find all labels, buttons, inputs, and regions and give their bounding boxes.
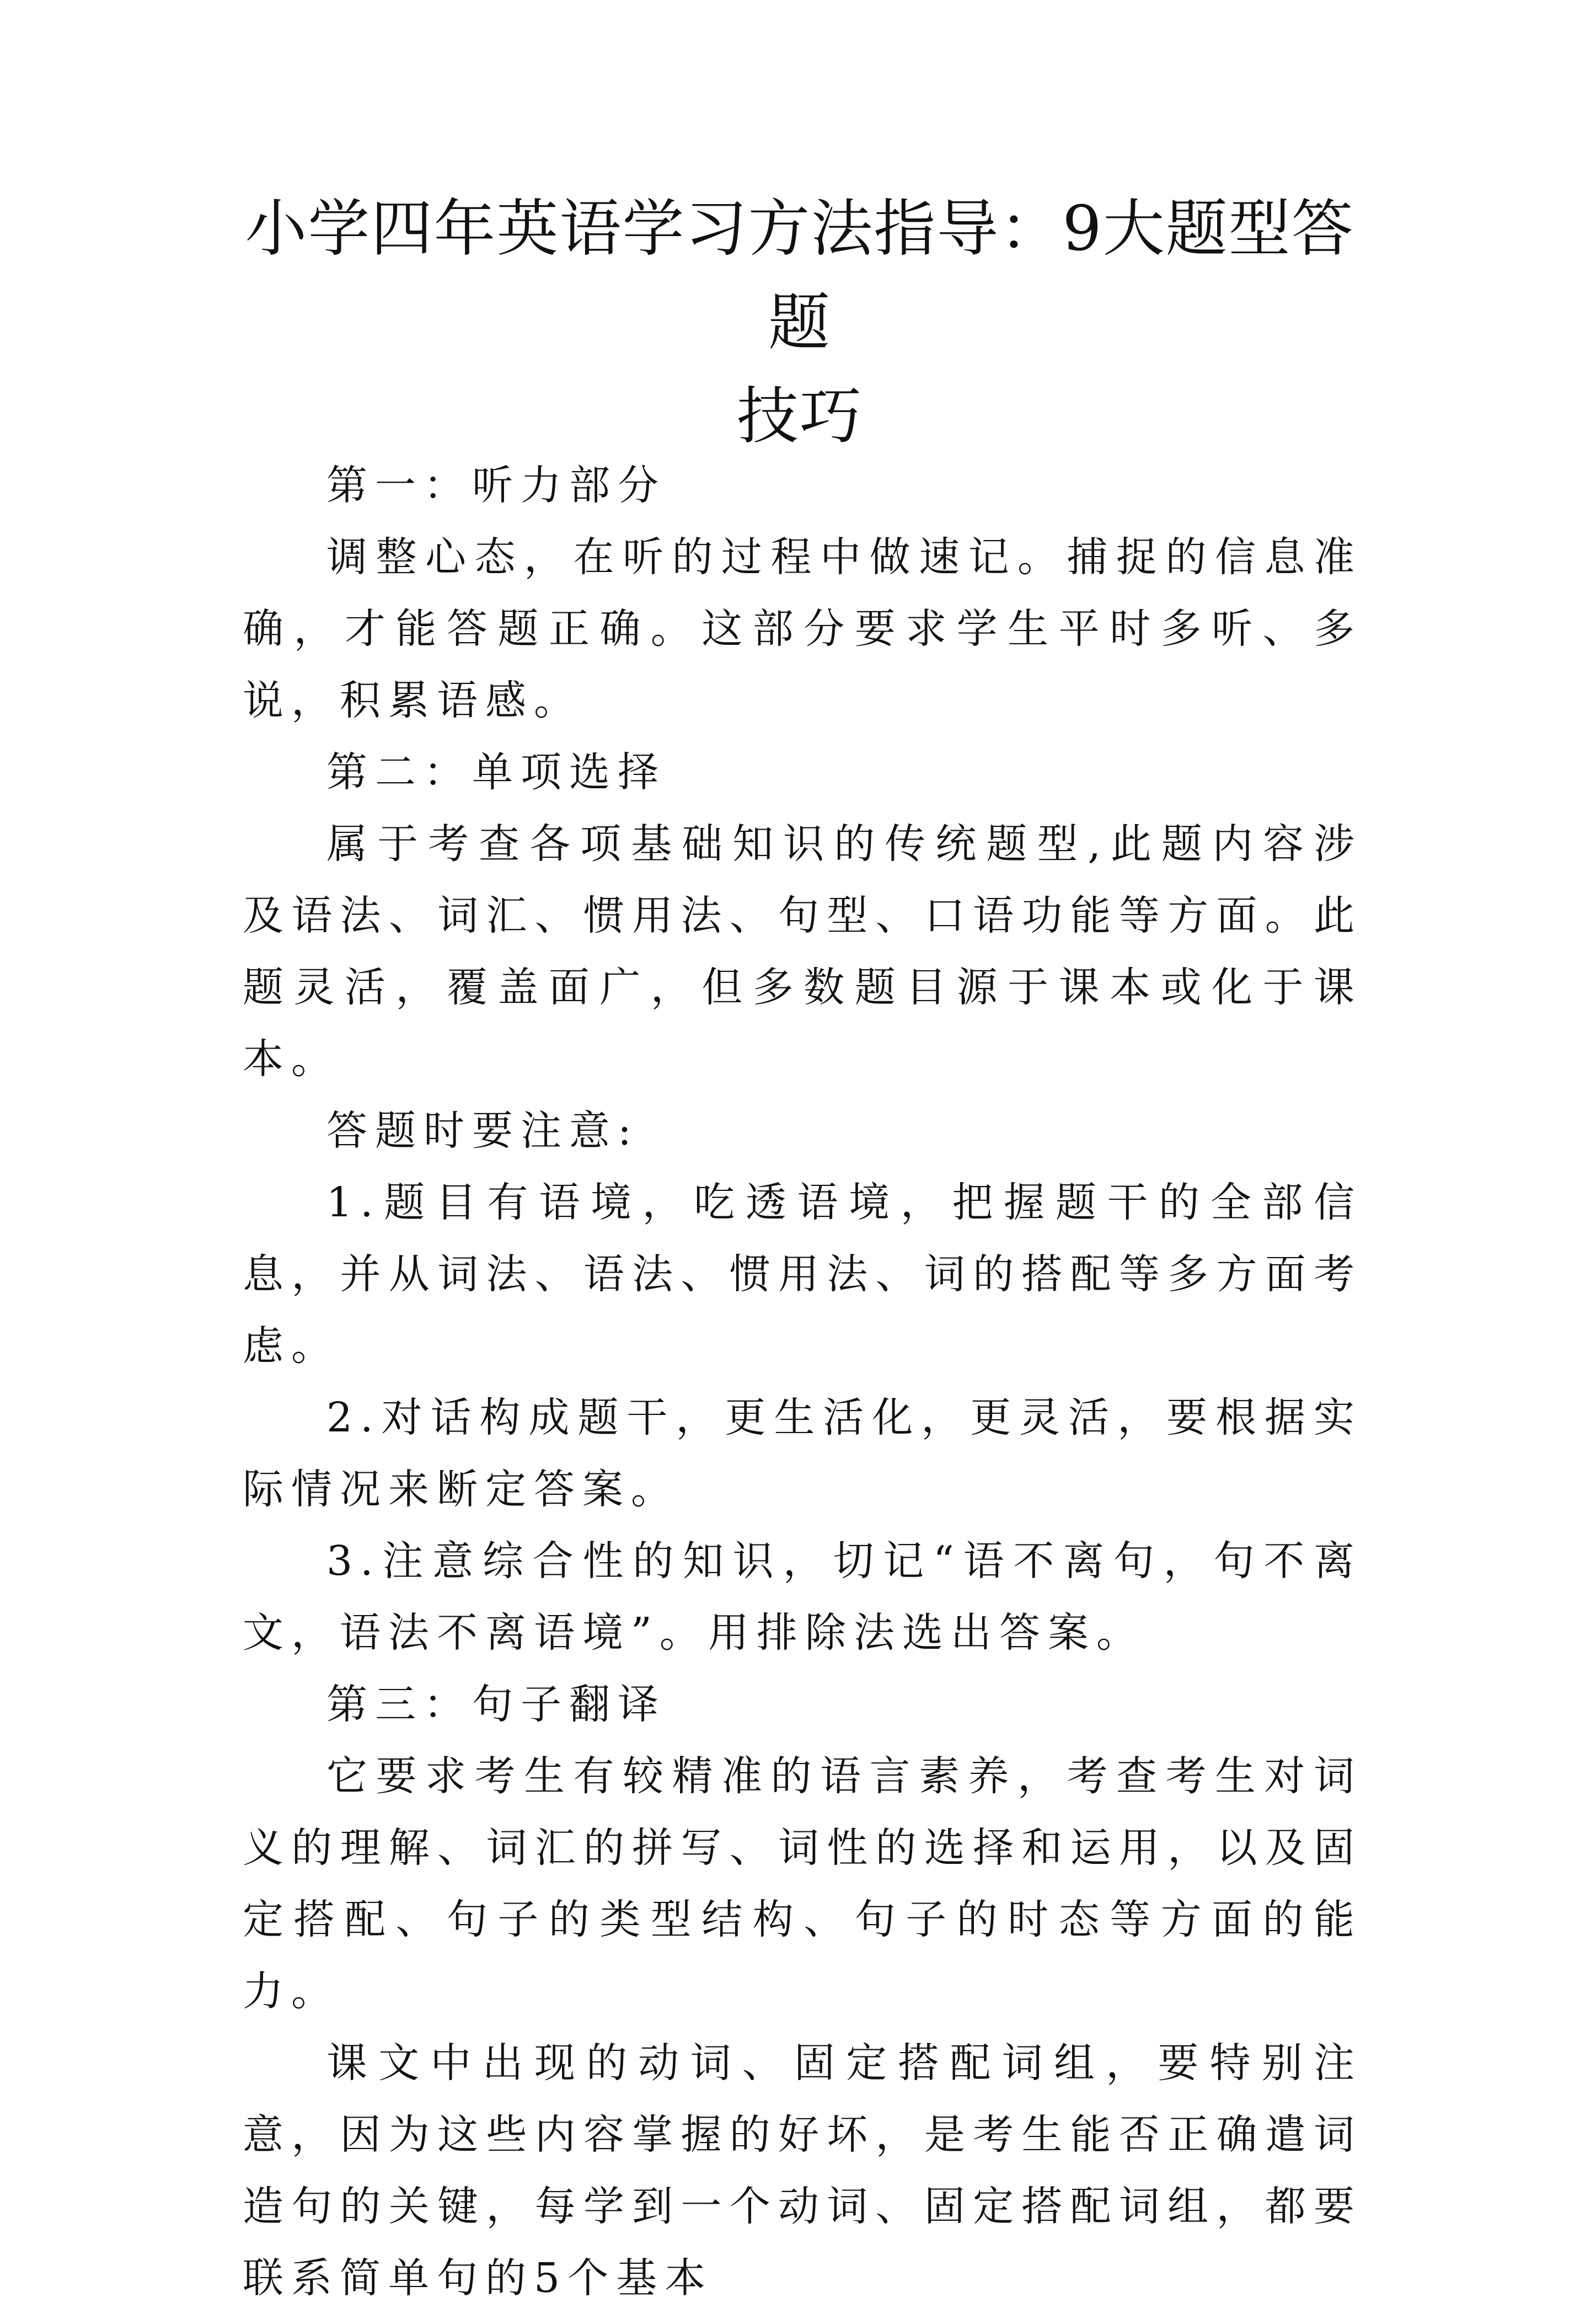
paragraph-single-choice: 属于考查各项基础知识的传统题型,此题内容涉及语法、词汇、惯用法、句型、口语功能等方面。此题灵活，覆盖面广，但多数题目源于课本或化于课本。 [243,820,1362,1083]
paragraph-verbs: 课文中出现的动词、固定搭配词组，要特别注意，因为这些内容掌握的好坏，是考生能否正确遣词造句的关键，每学到一个动词、固定搭配词组，都要联系简单句的5个基本 [243,2039,1362,2302]
paragraph-notes-heading: 答题时要注意: [326,1107,639,1155]
section-heading-listening: 第一：听力部分 [326,462,666,509]
paragraph-listening: 调整心态，在听的过程中做速记。捕捉的信息准确，才能答题正确。这部分要求学生平时多听、多说，积累语感。 [243,533,1362,724]
paragraph-translation: 它要求考生有较精准的语言素养，考查考生对词义的理解、词汇的拼写、词性的选择和运用，以及固定搭配、句子的类型结构、句子的时态等方面的能力。 [243,1752,1362,2015]
list-item-2: 2.对话构成题干，更生活化，更灵活，要根据实际情况来断定答案。 [243,1394,1362,1513]
document-body [243,450,1362,2314]
title-line-1: 小学四年英语学习方法指导：9大题型答题 [245,193,1354,359]
list-item-3: 3.注意综合性的知识，切记“语不离句，句不离文，语法不离语境”。用排除法选出答案。 [243,1537,1362,1656]
document-title [237,182,1362,463]
section-heading-single-choice: 第二：单项选择 [326,749,666,796]
list-item-1: 1.题目有语境，吃透语境，把握题干的全部信息，并从词法、语法、惯用法、词的搭配等多方面考虑。 [243,1179,1362,1370]
section-heading-translation: 第三：句子翻译 [326,1681,666,1728]
title-line-2: 技巧 [737,381,863,452]
